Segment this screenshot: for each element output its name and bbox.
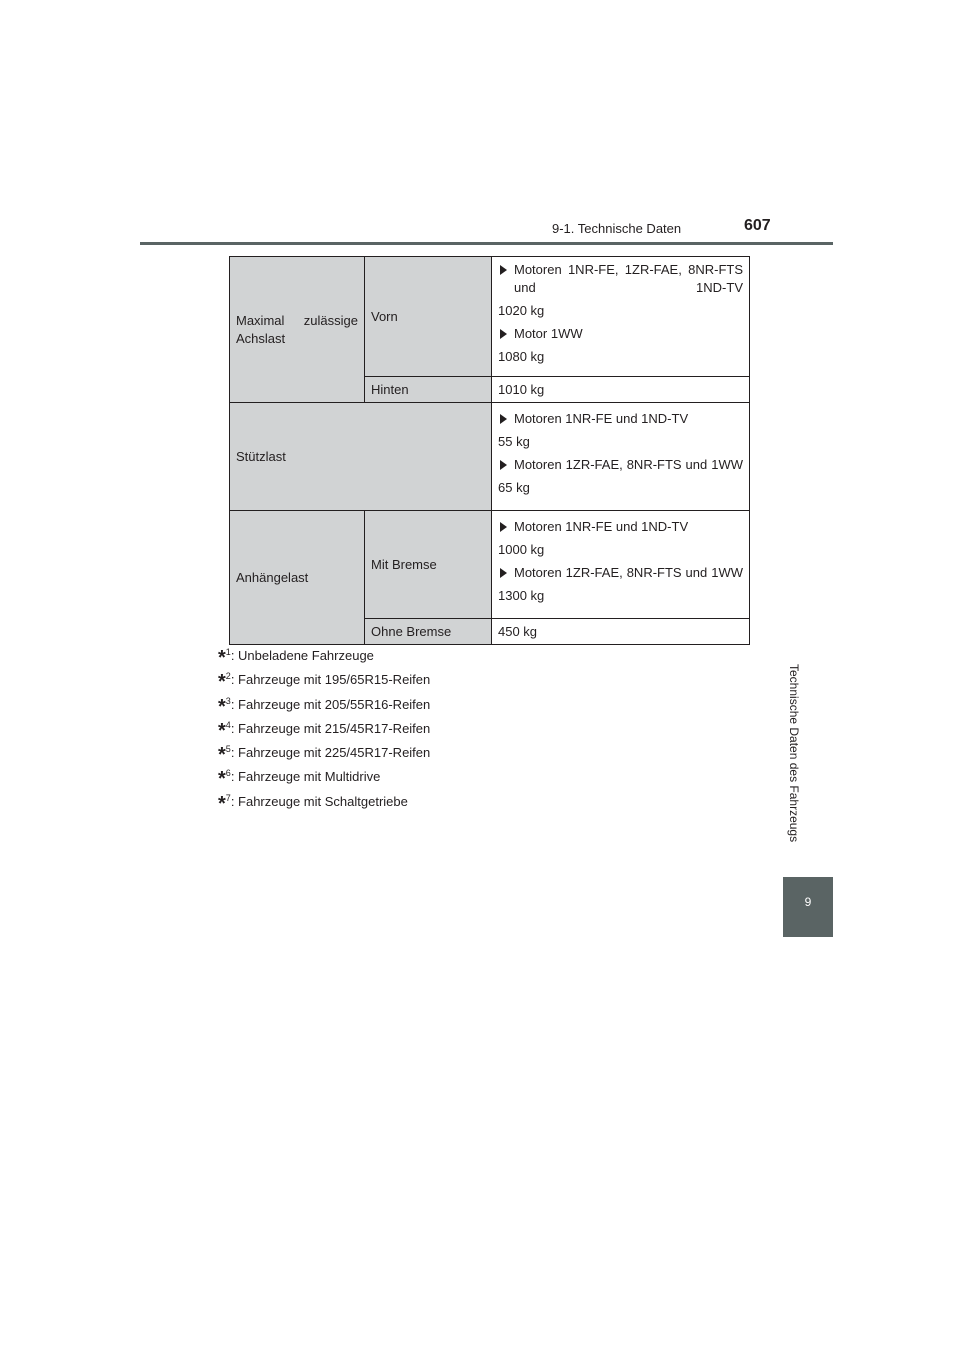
mit-bremse-label: Mit Bremse	[365, 511, 492, 619]
value-text: 1080 kg	[498, 349, 545, 364]
list-item: Motoren 1NR-FE, 1ZR-FAE, 8NR-FTS und 1ND-TV	[498, 261, 743, 297]
value-text: 1300 kg	[498, 588, 545, 603]
section-title: 9-1. Technische Daten	[552, 221, 682, 236]
footnote: *$^6$: Fahrzeuge mit Multidrive	[218, 768, 381, 791]
value-text: 1020 kg	[498, 303, 545, 318]
list-item: Motoren 1NR-FE und 1ND-TV	[498, 518, 743, 536]
footnote: *$^1$: Unbeladene Fahrzeuge	[218, 647, 374, 669]
stuetzlast-label: Stützlast	[230, 403, 492, 511]
triangle-bullet-icon	[500, 329, 507, 339]
value-text: 55 kg	[498, 434, 530, 449]
footnote: *$^7$: Fahrzeuge mit Schaltgetriebe	[218, 792, 408, 815]
triangle-bullet-icon	[500, 414, 507, 424]
anhaengelast-label: Anhängelast	[230, 511, 365, 645]
table-row	[230, 403, 750, 511]
mit-bremse-value-cell	[492, 511, 750, 619]
hinten-label: Hinten	[365, 377, 492, 403]
value-text: 65 kg	[498, 480, 530, 495]
stuetzlast-value-cell	[492, 403, 750, 511]
table-row	[230, 511, 750, 619]
spec-table	[229, 256, 750, 645]
footnote: *$^3$: Fahrzeuge mit 205/55R16-Reifen	[218, 695, 431, 718]
list-item: Motoren 1ZR-FAE, 8NR-FTS und 1WW	[498, 564, 743, 582]
triangle-bullet-icon	[500, 265, 507, 275]
hinten-value: 1010 kg	[492, 377, 750, 403]
vorn-label: Vorn	[365, 257, 492, 377]
table-row	[230, 257, 750, 377]
chapter-number: 9	[804, 895, 812, 909]
ohne-bremse-label: Ohne Bremse	[365, 619, 492, 645]
achslast-label: Maximal zulässige Achslast	[236, 312, 358, 346]
achslast-label-cell	[230, 257, 365, 403]
triangle-bullet-icon	[500, 460, 507, 470]
footnote: *$^2$: Fahrzeuge mit 195/65R15-Reifen	[218, 671, 431, 694]
footnote: *$^4$: Fahrzeuge mit 215/45R17-Reifen	[218, 719, 431, 742]
vorn-value-cell	[492, 257, 750, 377]
list-item: Motoren 1ZR-FAE, 8NR-FTS und 1WW	[498, 456, 743, 474]
list-item: Motor 1WW	[498, 325, 743, 343]
footnote: *$^5$: Fahrzeuge mit 225/45R17-Reifen	[218, 744, 431, 767]
header-divider	[140, 242, 833, 245]
page-number: 607	[744, 217, 771, 234]
footnotes	[218, 640, 431, 815]
list-item: Motoren 1NR-FE und 1ND-TV	[498, 410, 743, 428]
chapter-tab[interactable]	[783, 877, 833, 937]
ohne-bremse-value: 450 kg	[492, 619, 750, 645]
value-text: 1000 kg	[498, 542, 545, 557]
triangle-bullet-icon	[500, 522, 507, 532]
triangle-bullet-icon	[500, 568, 507, 578]
